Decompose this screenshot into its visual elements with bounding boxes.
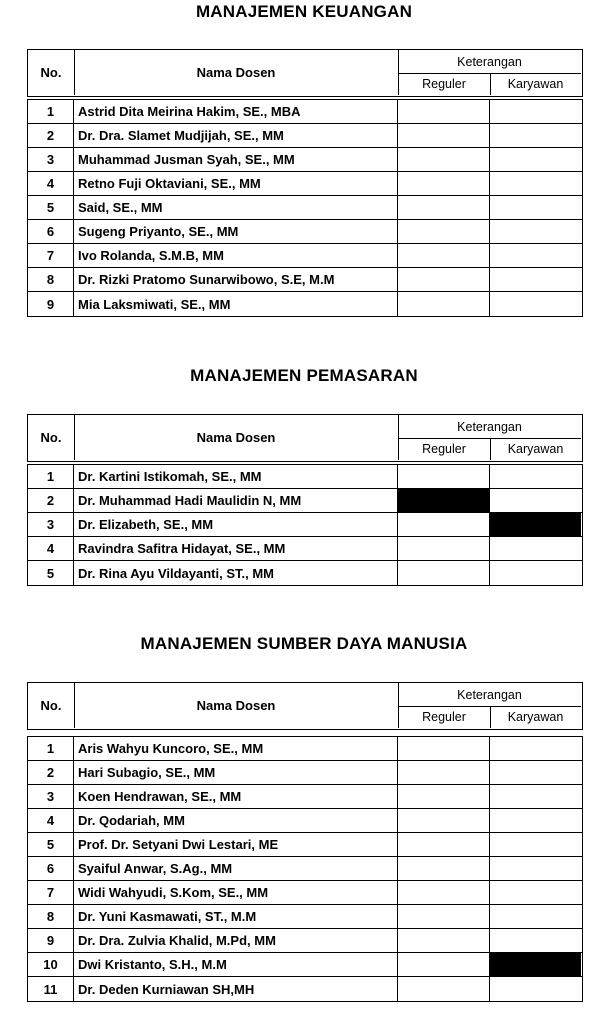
table-row (28, 268, 582, 292)
lecturer-name: Dr. Deden Kurniawan SH,MH (74, 977, 398, 1001)
lecturer-name: Dr. Qodariah, MM (74, 809, 398, 832)
header-keterangan: Keterangan (398, 50, 581, 74)
table-row (28, 785, 582, 809)
lecturer-name: Prof. Dr. Setyani Dwi Lestari, ME (74, 833, 398, 856)
table-row (28, 100, 582, 124)
lecturer-name: Ivo Rolanda, S.M.B, MM (74, 244, 398, 267)
row-number: 2 (28, 124, 74, 147)
karyawan-cell (490, 244, 581, 267)
karyawan-cell (490, 833, 581, 856)
header-reguler: Reguler (398, 706, 491, 728)
reguler-cell (398, 857, 490, 880)
row-number: 3 (28, 785, 74, 808)
karyawan-cell (490, 881, 581, 904)
reguler-cell (398, 513, 490, 536)
header-no: No. (28, 683, 75, 728)
lecturer-name: Sugeng Priyanto, SE., MM (74, 220, 398, 243)
row-number: 5 (28, 833, 74, 856)
row-number: 7 (28, 881, 74, 904)
karyawan-cell (490, 953, 581, 976)
table-body (27, 99, 583, 317)
karyawan-cell (490, 220, 581, 243)
header-karyawan: Karyawan (507, 710, 564, 724)
karyawan-cell (490, 292, 581, 316)
row-number: 1 (28, 465, 74, 488)
karyawan-cell (490, 513, 581, 536)
table-row (28, 953, 582, 977)
table-row (28, 761, 582, 785)
row-number: 2 (28, 761, 74, 784)
row-number: 1 (28, 737, 74, 760)
karyawan-cell (490, 905, 581, 928)
row-number: 2 (28, 489, 74, 512)
karyawan-cell (490, 785, 581, 808)
table-row (28, 737, 582, 761)
karyawan-cell (490, 929, 581, 952)
reguler-cell (398, 953, 490, 976)
header-keterangan: Keterangan (398, 415, 581, 439)
reguler-cell (398, 737, 490, 760)
header-keterangan: Keterangan (398, 683, 581, 707)
header-karyawan: Karyawan (507, 442, 564, 456)
karyawan-cell (490, 977, 581, 1001)
reguler-cell (398, 172, 490, 195)
karyawan-cell (490, 489, 581, 512)
reguler-cell (398, 292, 490, 316)
karyawan-cell (490, 124, 581, 147)
header-no: No. (28, 50, 75, 95)
table-row (28, 465, 582, 489)
lecturer-name: Said, SE., MM (74, 196, 398, 219)
table-row (28, 172, 582, 196)
lecturer-name: Dr. Kartini Istikomah, SE., MM (74, 465, 398, 488)
row-number: 4 (28, 537, 74, 560)
lecturer-name: Dr. Rina Ayu Vildayanti, ST., MM (74, 561, 398, 585)
reguler-cell (398, 881, 490, 904)
row-number: 4 (28, 809, 74, 832)
section-title: MANAJEMEN PEMASARAN (190, 366, 418, 385)
table-row (28, 977, 582, 1001)
row-number: 7 (28, 244, 74, 267)
table-row (28, 857, 582, 881)
row-number: 5 (28, 561, 74, 585)
row-number: 3 (28, 148, 74, 171)
reguler-cell (398, 809, 490, 832)
table-body (27, 464, 583, 586)
lecturer-name: Mia Laksmiwati, SE., MM (74, 292, 398, 316)
header-nama-dosen: Nama Dosen (74, 415, 399, 460)
reguler-cell (398, 465, 490, 488)
table-row (28, 833, 582, 857)
karyawan-cell (490, 196, 581, 219)
table-row (28, 513, 582, 537)
reguler-cell (398, 196, 490, 219)
row-number: 8 (28, 905, 74, 928)
table-row (28, 124, 582, 148)
reguler-cell (398, 537, 490, 560)
karyawan-cell (490, 737, 581, 760)
lecturer-name: Ravindra Safitra Hidayat, SE., MM (74, 537, 398, 560)
lecturer-name: Aris Wahyu Kuncoro, SE., MM (74, 737, 398, 760)
karyawan-cell (490, 148, 581, 171)
header-karyawan: Karyawan (507, 77, 564, 91)
row-number: 1 (28, 100, 74, 123)
row-number: 9 (28, 929, 74, 952)
table-body (27, 736, 583, 1002)
lecturer-name: Dwi Kristanto, S.H., M.M (74, 953, 398, 976)
lecturer-name: Dr. Yuni Kasmawati, ST., M.M (74, 905, 398, 928)
lecturer-name: Dr. Muhammad Hadi Maulidin N, MM (74, 489, 398, 512)
reguler-cell (398, 833, 490, 856)
section-title: MANAJEMEN KEUANGAN (195, 2, 413, 21)
karyawan-cell (490, 268, 581, 291)
table-row (28, 148, 582, 172)
table-row (28, 809, 582, 833)
lecturer-name: Dr. Rizki Pratomo Sunarwibowo, S.E, M.M (74, 268, 398, 291)
reguler-cell (398, 905, 490, 928)
row-number: 11 (28, 977, 74, 1001)
table-row (28, 929, 582, 953)
header-reguler: Reguler (398, 438, 491, 460)
lecturer-name: Astrid Dita Meirina Hakim, SE., MBA (74, 100, 398, 123)
lecturer-name: Retno Fuji Oktaviani, SE., MM (74, 172, 398, 195)
reguler-cell (398, 977, 490, 1001)
header-nama-dosen: Nama Dosen (74, 683, 399, 728)
table-row (28, 196, 582, 220)
karyawan-cell (490, 465, 581, 488)
reguler-cell (398, 244, 490, 267)
karyawan-cell (490, 172, 581, 195)
reguler-cell (398, 561, 490, 585)
table-row (28, 881, 582, 905)
lecturer-name: Dr. Dra. Slamet Mudjijah, SE., MM (74, 124, 398, 147)
row-number: 3 (28, 513, 74, 536)
row-number: 5 (28, 196, 74, 219)
lecturer-name: Dr. Elizabeth, SE., MM (74, 513, 398, 536)
table-header (27, 682, 583, 730)
row-number: 8 (28, 268, 74, 291)
reguler-cell (398, 268, 490, 291)
karyawan-cell (490, 857, 581, 880)
reguler-cell (398, 220, 490, 243)
lecturer-name: Hari Subagio, SE., MM (74, 761, 398, 784)
row-number: 9 (28, 292, 74, 316)
lecturer-name: Syaiful Anwar, S.Ag., MM (74, 857, 398, 880)
section-title: MANAJEMEN SUMBER DAYA MANUSIA (140, 634, 468, 653)
lecturer-name: Dr. Dra. Zulvia Khalid, M.Pd, MM (74, 929, 398, 952)
reguler-cell (398, 489, 490, 512)
table-row (28, 220, 582, 244)
table-header (27, 414, 583, 462)
row-number: 6 (28, 220, 74, 243)
karyawan-cell (490, 761, 581, 784)
table-row (28, 244, 582, 268)
header-nama-dosen: Nama Dosen (74, 50, 399, 95)
table-row (28, 561, 582, 585)
row-number: 10 (28, 953, 74, 976)
lecturer-name: Widi Wahyudi, S.Kom, SE., MM (74, 881, 398, 904)
karyawan-cell (490, 561, 581, 585)
row-number: 4 (28, 172, 74, 195)
karyawan-cell (490, 537, 581, 560)
karyawan-cell (490, 100, 581, 123)
reguler-cell (398, 785, 490, 808)
table-row (28, 537, 582, 561)
reguler-cell (398, 761, 490, 784)
reguler-cell (398, 929, 490, 952)
reguler-cell (398, 148, 490, 171)
reguler-cell (398, 124, 490, 147)
table-row (28, 489, 582, 513)
table-header (27, 49, 583, 97)
row-number: 6 (28, 857, 74, 880)
table-row (28, 905, 582, 929)
header-no: No. (28, 415, 75, 460)
table-row (28, 292, 582, 316)
lecturer-name: Muhammad Jusman Syah, SE., MM (74, 148, 398, 171)
lecturer-name: Koen Hendrawan, SE., MM (74, 785, 398, 808)
reguler-cell (398, 100, 490, 123)
header-reguler: Reguler (398, 73, 491, 95)
karyawan-cell (490, 809, 581, 832)
